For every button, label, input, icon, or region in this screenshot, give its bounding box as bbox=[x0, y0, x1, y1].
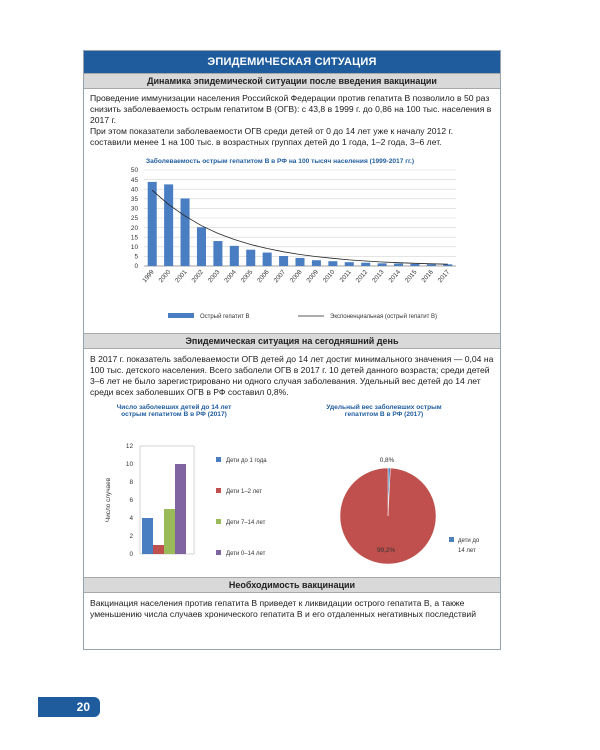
bar bbox=[361, 263, 370, 266]
legend-label: Дети 1–2 лет bbox=[226, 489, 263, 495]
x-tick-label: 2012 bbox=[354, 268, 370, 285]
y-tick-label: 10 bbox=[125, 461, 133, 469]
paragraph: В 2017 г. показатель заболеваемости ОГВ детей до 14 лет достиг минимального значения — 0,04 на 100 тыс. детского населения. Всего заболели ОГВ в 2017 г. 10 детей данного возраста; среди детей 3–6 лет не было зарегистрировано ни одного случая заболевания. Удельный вес детей до 14 лет среди всех заболевших ОГВ в РФ составил 0,8%. bbox=[90, 354, 494, 397]
bar bbox=[213, 241, 222, 266]
x-tick-label: 2010 bbox=[321, 268, 337, 285]
legend-label: Дети 0–14 лет bbox=[226, 551, 266, 557]
document-frame bbox=[83, 50, 501, 650]
x-tick-label: 2016 bbox=[420, 268, 435, 285]
page-title: ЭПИДЕМИЧЕСКАЯ СИТУАЦИЯ bbox=[84, 51, 500, 73]
x-tick-label: 2009 bbox=[305, 268, 320, 285]
x-tick-label: 2005 bbox=[239, 268, 255, 285]
legend-swatch bbox=[216, 550, 221, 555]
bar bbox=[164, 509, 175, 554]
legend-swatch bbox=[216, 457, 221, 462]
bar bbox=[394, 264, 403, 266]
bar bbox=[197, 227, 206, 266]
page-number: 20 bbox=[38, 697, 100, 717]
legend-label: Дети до 1 года bbox=[226, 458, 267, 464]
children-cases-chart-svg bbox=[84, 404, 304, 574]
section-text-necessity bbox=[84, 594, 500, 620]
y-tick-label: 4 bbox=[129, 515, 133, 523]
x-tick-label: 2000 bbox=[157, 268, 173, 285]
legend-label: Острый гепатит В bbox=[200, 314, 250, 320]
paragraph: Проведение иммунизации населения Российской Федерации против гепатита В позволило в 50 раз снизить заболеваемость острым гепатитом В (ОГВ): с 43,8 в 1999 г. до 0,86 на 100 тыс. населения в 2017 г. bbox=[90, 93, 492, 125]
section-title-current: Эпидемическая ситуация на сегодняшний день bbox=[84, 333, 500, 349]
bar bbox=[295, 258, 304, 266]
x-tick-label: 2008 bbox=[289, 268, 304, 285]
y-tick-label: 20 bbox=[130, 224, 138, 232]
bar bbox=[410, 264, 419, 266]
x-tick-label: 2002 bbox=[190, 268, 206, 285]
legend-swatch bbox=[216, 519, 221, 524]
trend-line bbox=[152, 190, 448, 264]
y-tick-label: 0 bbox=[134, 263, 138, 271]
y-axis-label: Число случаев bbox=[105, 477, 112, 523]
section-text-dynamics bbox=[84, 89, 500, 148]
x-tick-label: 1999 bbox=[141, 268, 156, 285]
x-tick-label: 2007 bbox=[272, 268, 288, 285]
section-title-necessity: Необходимость вакцинации bbox=[84, 577, 500, 593]
y-tick-label: 5 bbox=[134, 253, 138, 261]
x-tick-label: 2017 bbox=[436, 268, 452, 285]
legend-label: дети до 14 лет bbox=[458, 538, 480, 554]
y-tick-label: 6 bbox=[129, 497, 133, 505]
share-pie-chart bbox=[304, 404, 500, 574]
legend-swatch-bar bbox=[168, 313, 194, 318]
bar bbox=[328, 261, 337, 266]
y-tick-label: 10 bbox=[130, 244, 138, 251]
bar bbox=[148, 182, 157, 266]
y-tick-label: 45 bbox=[130, 176, 138, 184]
incidence-chart-svg bbox=[84, 158, 502, 333]
share-pie-chart-svg bbox=[304, 404, 500, 574]
legend-label: Дети 7–14 лет bbox=[226, 520, 266, 526]
legend-swatch bbox=[216, 488, 221, 493]
y-tick-label: 30 bbox=[130, 205, 138, 213]
y-tick-label: 12 bbox=[125, 443, 133, 451]
bar bbox=[427, 264, 436, 266]
pie-data-label: 99,2% bbox=[376, 547, 396, 554]
legend-swatch bbox=[449, 537, 454, 542]
paragraph: При этом показатели заболеваемости ОГВ среди детей от 0 до 14 лет уже к началу 2012 г. составили менее 1 на 100 тыс. в возрастных группах детей до 1 года, 1–2 года, 3–6 лет. bbox=[90, 126, 453, 147]
y-tick-label: 40 bbox=[130, 186, 138, 194]
y-tick-label: 35 bbox=[130, 196, 138, 203]
bar bbox=[181, 198, 190, 266]
y-tick-label: 50 bbox=[130, 167, 138, 175]
x-tick-label: 2004 bbox=[223, 268, 238, 285]
bar bbox=[279, 256, 288, 266]
children-cases-chart bbox=[84, 404, 304, 574]
bar bbox=[230, 246, 239, 266]
x-tick-label: 2013 bbox=[371, 268, 386, 285]
legend-label: Экспоненциальная (острый гепатит В) bbox=[330, 314, 437, 320]
bar bbox=[263, 253, 272, 266]
x-tick-label: 2015 bbox=[403, 268, 419, 285]
bar bbox=[153, 545, 164, 554]
y-tick-label: 2 bbox=[129, 533, 133, 541]
x-tick-label: 2014 bbox=[387, 268, 403, 285]
incidence-chart bbox=[84, 158, 502, 333]
chart-title: Число заболевших детей до 14 лет острым гепатитом В в РФ (2017) bbox=[116, 404, 232, 418]
bar bbox=[175, 464, 186, 554]
section-title-dynamics: Динамика эпидемической ситуации после введения вакцинации bbox=[84, 73, 500, 89]
y-tick-label: 0 bbox=[129, 551, 133, 559]
chart-title: Заболеваемость острым гепатитом В в РФ на 100 тысяч населения (1999-2017 гг.) bbox=[146, 158, 415, 165]
x-tick-label: 2006 bbox=[256, 268, 271, 285]
bar bbox=[246, 250, 255, 266]
bar bbox=[312, 260, 321, 266]
y-tick-label: 8 bbox=[129, 479, 133, 487]
pie-data-label: 0,8% bbox=[379, 457, 395, 464]
section-text-current bbox=[84, 350, 500, 398]
bar bbox=[345, 262, 354, 266]
chart-title: Удельный вес заболевших острым гепатитом В в РФ (2017) bbox=[326, 404, 442, 418]
bar bbox=[142, 518, 153, 554]
y-tick-label: 15 bbox=[130, 234, 138, 242]
y-tick-label: 25 bbox=[130, 215, 138, 223]
x-tick-label: 2001 bbox=[174, 268, 189, 285]
x-tick-label: 2003 bbox=[206, 268, 222, 285]
paragraph: Вакцинация населения против гепатита В приведет к ликвидации острого гепатита В, а также уменьшению числа случаев хронического гепатита В и его отдаленных негативных последствий bbox=[90, 598, 477, 619]
bar bbox=[378, 263, 387, 266]
bar bbox=[164, 184, 173, 266]
x-tick-label: 2011 bbox=[338, 268, 353, 284]
